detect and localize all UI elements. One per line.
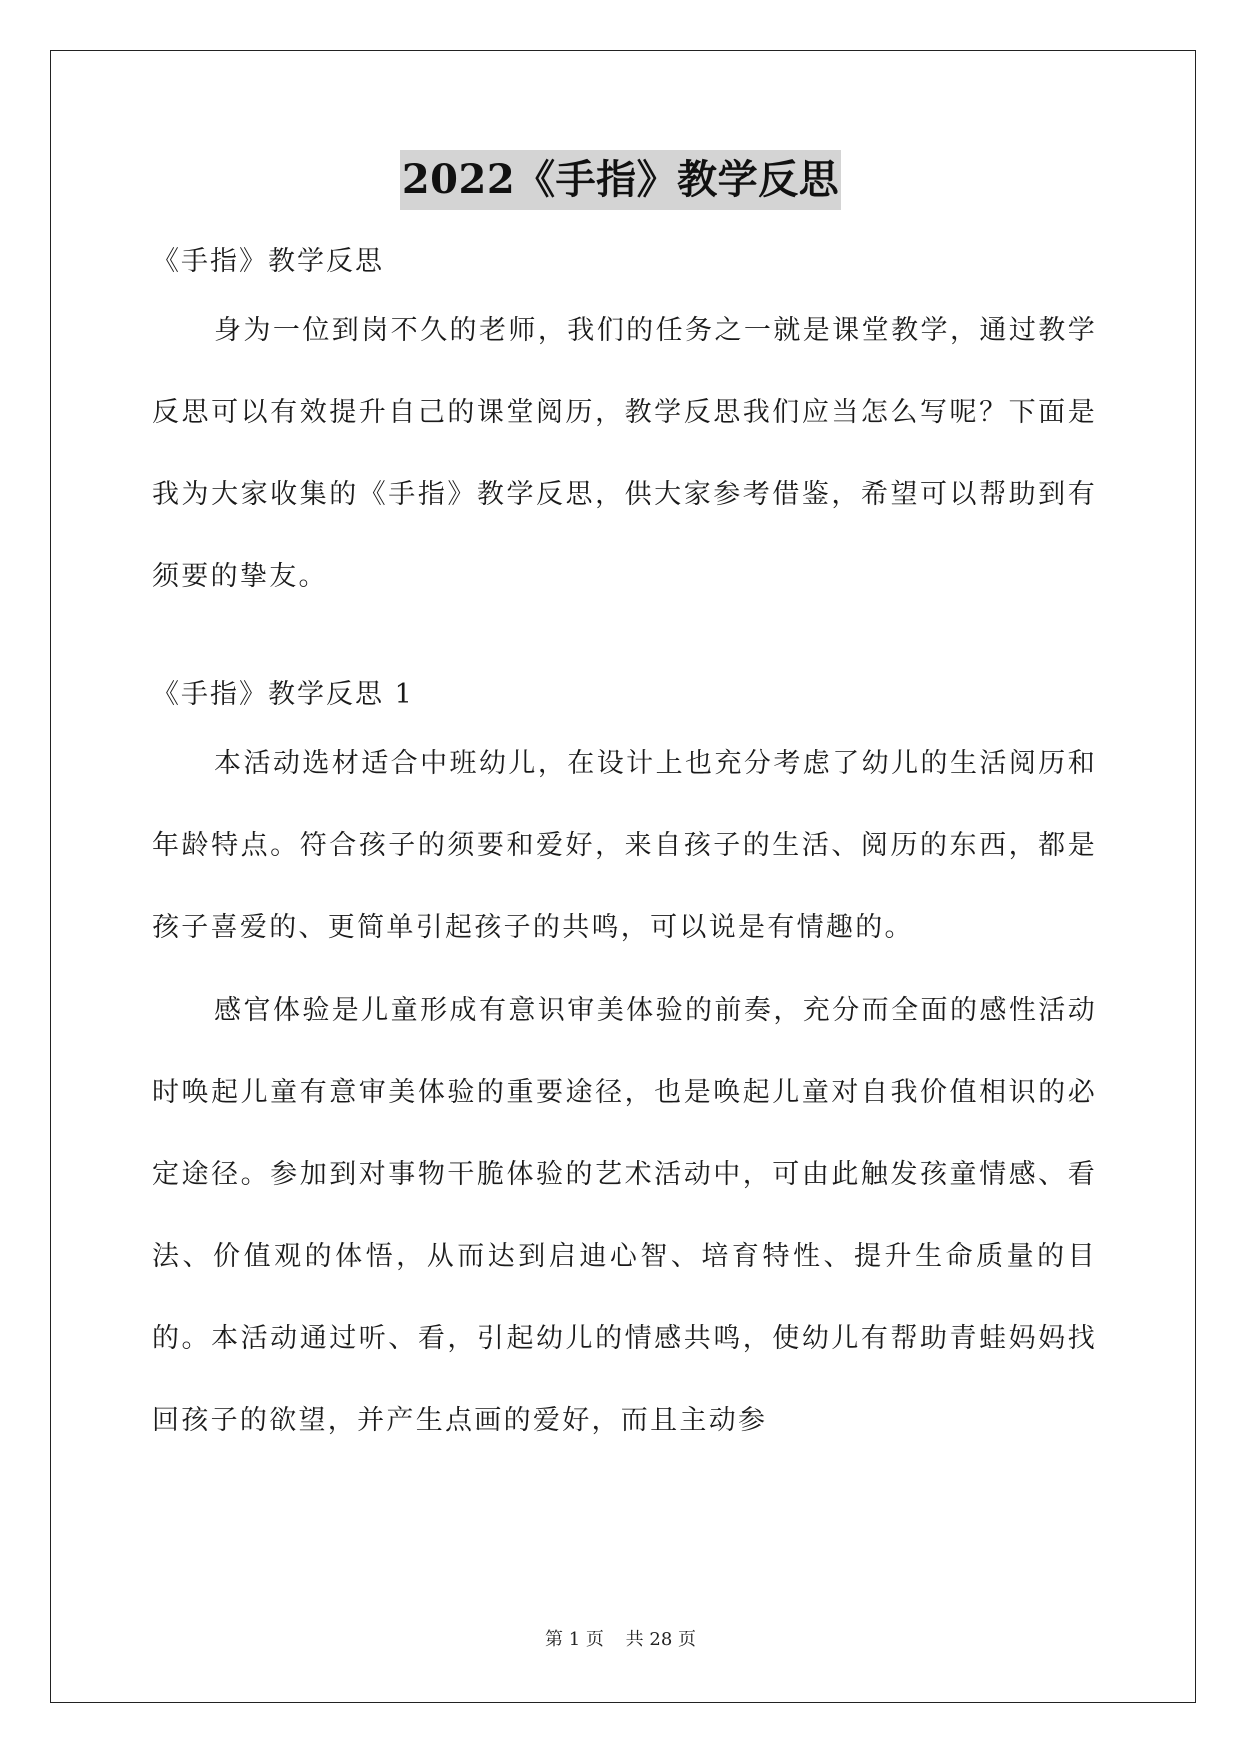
- page-total: 共 28 页: [625, 1629, 696, 1650]
- body-paragraph: 本活动选材适合中班幼儿，在设计上也充分考虑了幼儿的生活阅历和年龄特点。符合孩子的须要和爱好，来自孩子的生活、阅历的东西，都是孩子喜爱的、更简单引起孩子的共鸣，可以说是有情趣的。: [152, 748, 1097, 943]
- section-heading: 《手指》教学反思 1: [152, 679, 414, 710]
- page-footer: [0, 1628, 1241, 1652]
- intro-heading: 《手指》教学反思: [152, 246, 384, 277]
- body-paragraph: 感官体验是儿童形成有意识审美体验的前奏，充分而全面的感性活动时唤起儿童有意审美体验的重要途径，也是唤起儿童对自我价值相识的必定途径。参加到对事物干脆体验的艺术活动中，可由此触发孩童情感、看法、价值观的体悟，从而达到启迪心智、培育特性、提升生命质量的目的。本活动通过听、看，引起幼儿的情感共鸣，使幼儿有帮助青蛙妈妈找回孩子的欲望，并产生点画的爱好，而且主动参: [152, 995, 1097, 1436]
- intro-paragraph: 身为一位到岗不久的老师，我们的任务之一就是课堂教学，通过教学反思可以有效提升自己的课堂阅历，教学反思我们应当怎么写呢？下面是我为大家收集的《手指》教学反思，供大家参考借鉴，希望可以帮助到有须要的挚友。: [152, 315, 1097, 592]
- document-title: 2022《手指》教学反思: [400, 150, 841, 210]
- title-container: [0, 150, 1241, 210]
- page-number: 第 1 页: [545, 1629, 604, 1650]
